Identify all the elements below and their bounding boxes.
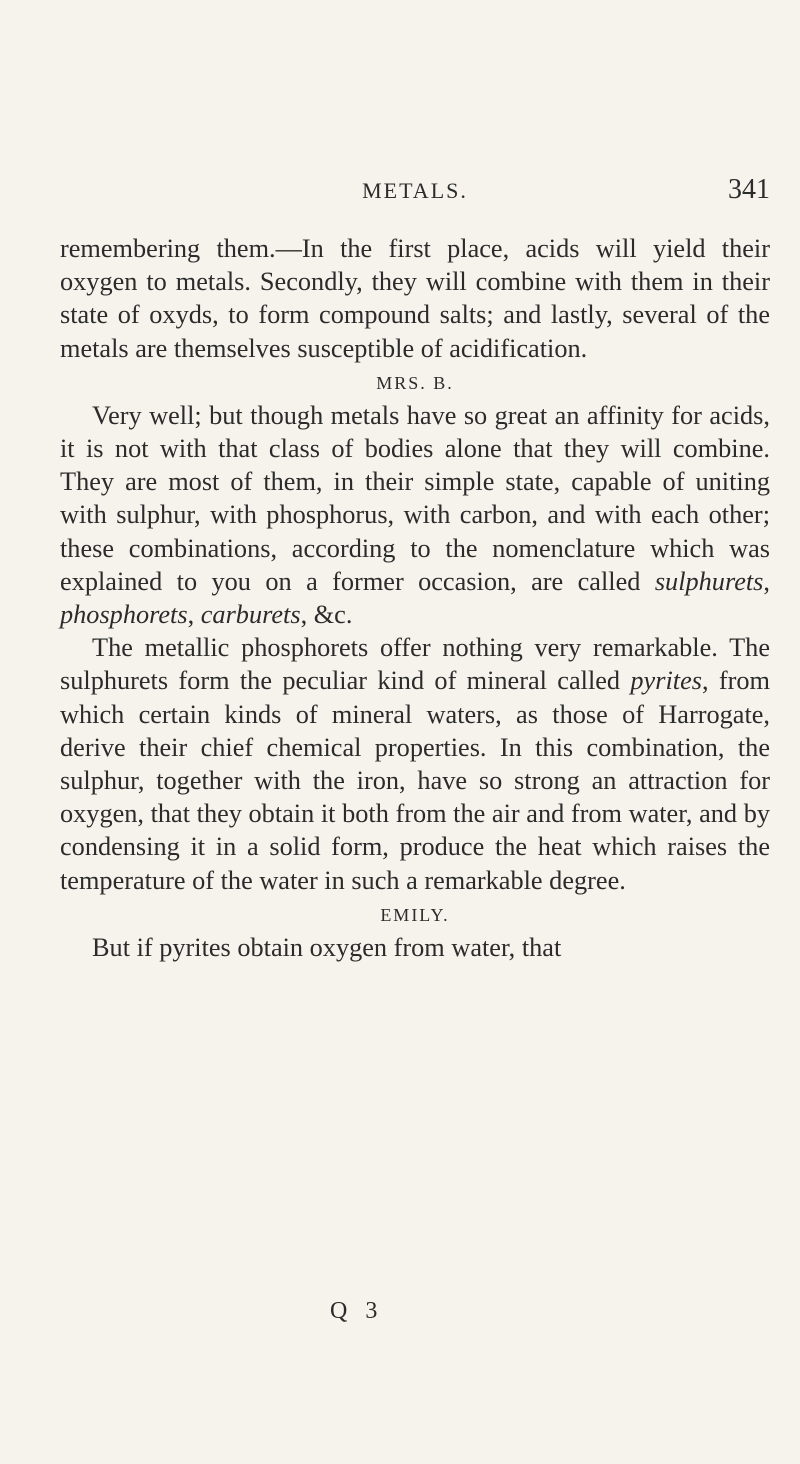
paragraph-1: remembering them.—In the first place, acids will yield their oxygen to metals. Secondly, they will combine with them in their state of oxyds, to form compound salts; and lastly, several of the metals are themselves susceptible of acidification. xyxy=(60,234,770,363)
paragraph-2-tail: , &c. xyxy=(300,600,353,630)
running-title: METALS. xyxy=(362,178,468,203)
speaker-label-mrs-b: MRS. B. xyxy=(376,372,454,393)
term-phosphorets: phosphorets xyxy=(60,600,188,630)
paragraph-4: But if pyrites obtain oxygen from water, that xyxy=(92,932,562,962)
paragraph-3 xyxy=(60,631,770,897)
paragraph-3-text: The metallic phosphorets offer nothing very remarkable. The sulphurets form the peculiar kind of mineral called xyxy=(60,633,770,696)
separator: , xyxy=(763,566,770,596)
paragraph-3-tail: , from which certain kinds of mineral waters, as those of Harrogate, derive their chief chemical properties. In this combination, the sulphur, together with the iron, have so strong an attraction for oxygen, that they obtain it both from the air and from water, and by condensing it in a solid form, produce the heat which raises the temperature of the water in such a remarkable degree. xyxy=(60,666,771,895)
page-number: 341 xyxy=(728,174,770,205)
running-head xyxy=(60,174,770,218)
separator: , xyxy=(187,600,201,630)
term-sulphurets: sulphurets xyxy=(654,566,764,596)
term-carburets: carburets xyxy=(200,600,301,630)
signature-mark: Q 3 xyxy=(330,1298,384,1324)
body-text xyxy=(60,232,770,964)
paragraph-2-text: Very well; but though metals have so great an affinity for acids, it is not with that class of bodies alone that they will combine. They are most of them, in their simple state, capable of uniting with sulphur, with phosphorus, with carbon, and with each other; these combinations, according to the nomenclature which was explained to you on a former occasion, are called xyxy=(60,400,770,596)
speaker-label-emily: EMILY. xyxy=(380,904,450,925)
term-pyrites: pyrites xyxy=(630,666,702,696)
paragraph-2 xyxy=(60,399,770,631)
